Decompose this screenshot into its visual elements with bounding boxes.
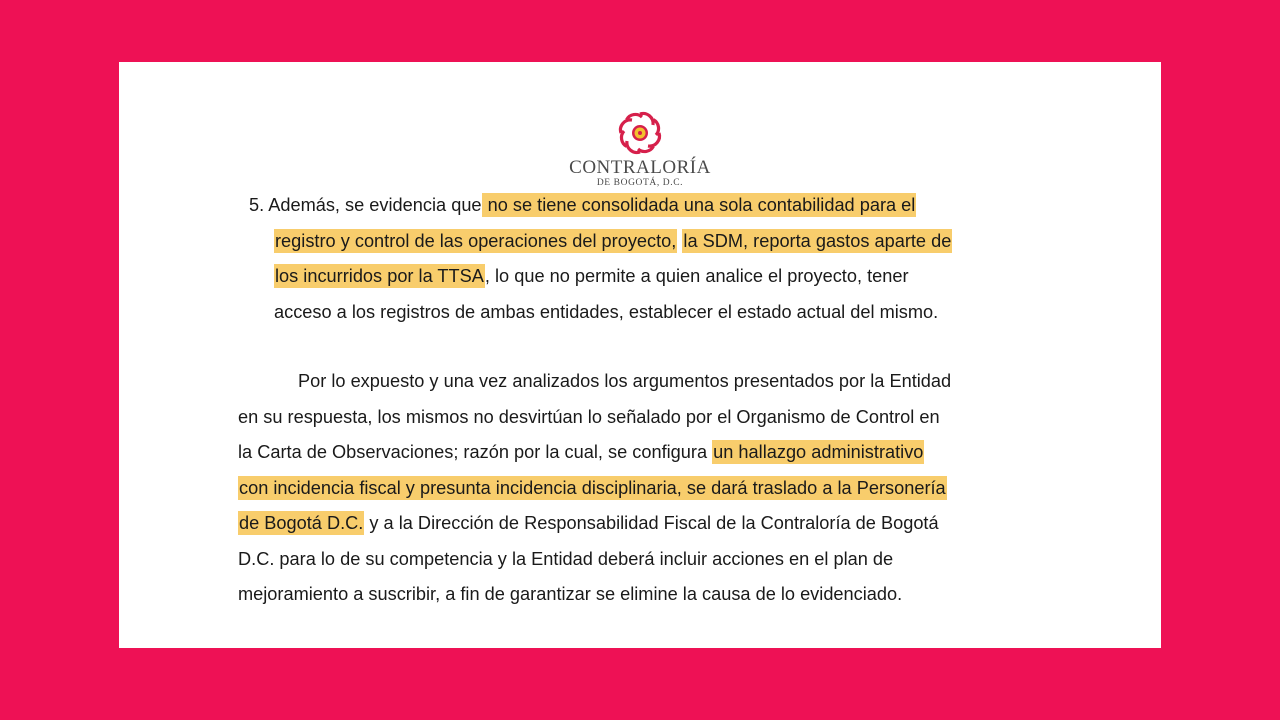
highlighted-text: los incurridos por la TTSA bbox=[275, 266, 484, 286]
paragraph-line: mejoramiento a suscribir, a fin de garantizar se elimine la causa de lo evidenciado. bbox=[238, 584, 903, 604]
paragraph-line bbox=[238, 506, 1058, 542]
paragraph-line bbox=[249, 259, 1149, 295]
text-span: la Carta de Observaciones; razón por la cual, se configura bbox=[238, 442, 713, 462]
highlighted-text: la SDM, reporta gastos aparte de bbox=[683, 230, 952, 251]
paragraph-line: Por lo expuesto y una vez analizados los argumentos presentados por la Entidad bbox=[298, 371, 952, 391]
text-span: , lo que no permite a quien analice el proyecto, tener bbox=[484, 266, 909, 286]
contraloria-logo bbox=[119, 110, 1161, 188]
logo-subtitle: DE BOGOTÁ, D.C. bbox=[596, 178, 684, 188]
highlighted-text: registro y control de las operaciones del proyecto, bbox=[275, 230, 677, 251]
paragraph-line bbox=[249, 188, 1149, 224]
paragraph-line: D.C. para lo de su competencia y la Entidad deberá incluir acciones en el plan de bbox=[238, 548, 894, 569]
highlighted-text: con incidencia fiscal y presunta incidencia disciplinaria, se dará traslado a la Personería bbox=[239, 477, 946, 498]
paragraph-line: en su respuesta, los mismos no desvirtúan lo señalado por el Organismo de Control en bbox=[238, 406, 940, 427]
highlighted-text: de Bogotá D.C. bbox=[239, 513, 364, 533]
paragraph-conclusion bbox=[238, 364, 1058, 613]
text-span: y a la Dirección de Responsabilidad Fiscal de la Contraloría de Bogotá bbox=[364, 513, 939, 533]
paragraph-line bbox=[249, 224, 1149, 260]
paragraph-line: acceso a los registros de ambas entidades, establecer el estado actual del mismo. bbox=[274, 301, 939, 322]
document-page bbox=[119, 62, 1161, 648]
text-span: 5. Además, se evidencia que bbox=[249, 195, 482, 215]
paragraph-line bbox=[238, 435, 1058, 471]
highlighted-text: no se tiene consolidada una sola contabilidad para el bbox=[482, 195, 916, 215]
contraloria-emblem-icon bbox=[617, 110, 663, 156]
highlighted-text: un hallazgo administrativo bbox=[713, 442, 924, 462]
paragraph-item-5 bbox=[249, 188, 1149, 330]
paragraph-line bbox=[238, 471, 1058, 507]
logo-name: CONTRALORÍA bbox=[569, 157, 711, 178]
